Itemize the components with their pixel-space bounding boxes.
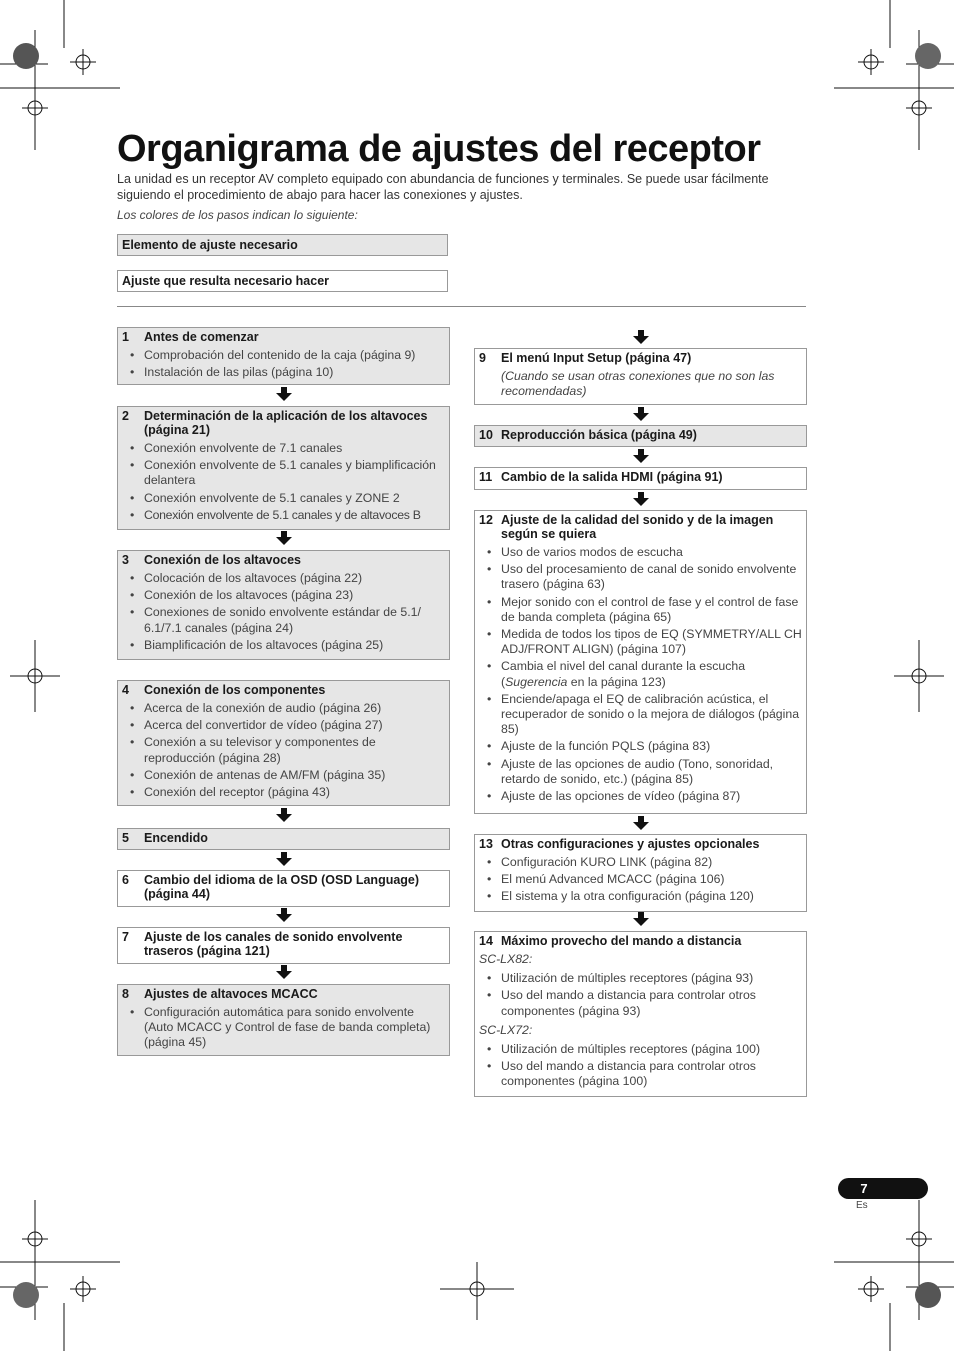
arrow-down-icon <box>633 912 649 926</box>
list-item: • Colocación de los altavoces (página 22) <box>144 571 445 586</box>
page-number: 7 <box>860 1181 868 1196</box>
step-title: Conexión de los altavoces <box>144 553 301 567</box>
step-11 <box>474 467 807 490</box>
step-number: 9 <box>479 351 486 365</box>
list-item: • Enciende/apaga el EQ de calibración acústica, el recuperador de sonido o la mejora de diálogos (página 85) <box>501 692 802 738</box>
list-item: • Instalación de las pilas (página 10) <box>144 365 445 380</box>
list-item: • El menú Advanced MCACC (página 106) <box>501 872 802 887</box>
arrow-down-icon <box>276 852 292 866</box>
list-item: • Configuración automática para sonido envolvente (Auto MCACC y Control de fase de banda completa) (página 45) <box>144 1005 445 1051</box>
step-1 <box>117 327 450 385</box>
arrow-down-icon <box>633 407 649 421</box>
arrow-down-icon <box>276 908 292 922</box>
step-6 <box>117 870 450 907</box>
step-3 <box>117 550 450 660</box>
list-item: • Ajuste de las opciones de audio (Tono, sonoridad, retardo de sonido, etc.) (página 85) <box>501 757 802 787</box>
list-item <box>501 659 802 689</box>
step-title: Ajustes de altavoces MCACC <box>144 987 318 1001</box>
list-item: • Conexiones de sonido envolvente estándar de 5.1/ 6.1/7.1 canales (página 24) <box>144 605 445 635</box>
list-item: • Uso de varios modos de escucha <box>501 545 802 560</box>
list-item: • Conexión envolvente de 5.1 canales y biamplificación delantera <box>144 458 445 488</box>
model-label: SC-LX82: <box>479 952 533 966</box>
list-item: • Utilización de múltiples receptores (página 100) <box>501 1042 802 1057</box>
intro-text: La unidad es un receptor AV completo equipado con abundancia de funciones y terminales. Se puede usar fácilmente siguiendo el procedimiento de abajo para hacer las conexiones y ajustes. <box>117 172 769 202</box>
step-number: 6 <box>122 873 129 887</box>
list-item: • El sistema y la otra configuración (página 120) <box>501 889 802 904</box>
step-number: 5 <box>122 831 129 845</box>
arrow-down-icon <box>276 387 292 401</box>
step-number: 7 <box>122 930 129 944</box>
list-item: • Conexión envolvente de 5.1 canales y ZONE 2 <box>144 491 445 506</box>
list-item-emphasis: Sugerencia <box>505 674 568 689</box>
list-item: • Uso del procesamiento de canal de sonido envolvente trasero (página 63) <box>501 562 802 592</box>
list-item: • Configuración KURO LINK (página 82) <box>501 855 802 870</box>
page-number-badge <box>838 1178 928 1199</box>
step-number: 8 <box>122 987 129 1001</box>
step-title: Conexión de los componentes <box>144 683 326 697</box>
step-13 <box>474 834 807 912</box>
list-item: • Ajuste de la función PQLS (página 83) <box>501 739 802 754</box>
step-12 <box>474 510 807 814</box>
step-title: Ajuste de los canales de sonido envolvente traseros (página 121) <box>144 930 403 958</box>
step-4 <box>117 680 450 806</box>
arrow-down-icon <box>633 492 649 506</box>
step-title: Ajuste de la calidad del sonido y de la imagen según se quiera <box>501 513 774 541</box>
legend-note: Los colores de los pasos indican lo siguiente: <box>117 208 358 222</box>
arrow-down-icon <box>276 965 292 979</box>
list-item: • Conexión a su televisor y componentes de reproducción (página 28) <box>144 735 445 765</box>
step-title: Otras configuraciones y ajustes opcionales <box>501 837 760 851</box>
step-number: 14 <box>479 934 493 948</box>
step-10 <box>474 425 807 447</box>
arrow-down-icon <box>276 808 292 822</box>
step-number: 11 <box>479 470 493 484</box>
step-title: El menú Input Setup (página 47) <box>501 351 692 365</box>
arrow-down-icon <box>633 816 649 830</box>
step-number: 3 <box>122 553 129 567</box>
step-number: 12 <box>479 513 493 527</box>
step-title: Reproducción básica (página 49) <box>501 428 697 442</box>
list-item: • Conexión de los altavoces (página 23) <box>144 588 445 603</box>
step-9 <box>474 348 807 405</box>
step-14 <box>474 931 807 1097</box>
step-number: 2 <box>122 409 129 423</box>
step-2 <box>117 406 450 530</box>
step-title: Determinación de la aplicación de los altavoces (página 21) <box>144 409 428 437</box>
list-item: • Biamplificación de los altavoces (página 25) <box>144 638 445 653</box>
list-item: • Conexión envolvente de 5.1 canales y de altavoces B <box>144 508 445 523</box>
list-item: • Conexión envolvente de 7.1 canales <box>144 441 445 456</box>
step-title: Cambio de la salida HDMI (página 91) <box>501 470 723 484</box>
arrow-down-icon <box>276 531 292 545</box>
list-item: • Uso del mando a distancia para controlar otros componentes (página 93) <box>501 988 802 1018</box>
step-note: (Cuando se usan otras conexiones que no son las recomendadas) <box>501 369 775 399</box>
divider <box>117 306 806 307</box>
list-item: • Conexión del receptor (página 43) <box>144 785 445 800</box>
step-title: Cambio del idioma de la OSD (OSD Language) (página 44) <box>144 873 420 901</box>
arrow-down-icon <box>633 449 649 463</box>
language-code: Es <box>856 1200 868 1211</box>
list-item: • Acerca de la conexión de audio (página 26) <box>144 701 445 716</box>
page-title: Organigrama de ajustes del receptor <box>117 128 761 170</box>
legend-as-needed: Ajuste que resulta necesario hacer <box>117 270 448 292</box>
list-item: • Utilización de múltiples receptores (página 93) <box>501 971 802 986</box>
list-item: • Ajuste de las opciones de vídeo (página 87) <box>501 789 802 804</box>
list-item-text: Cambia el nivel del canal durante la escucha ( <box>501 659 746 689</box>
step-7 <box>117 927 450 964</box>
step-title: Encendido <box>144 831 208 845</box>
step-number: 13 <box>479 837 493 851</box>
model-label: SC-LX72: <box>479 1022 533 1037</box>
step-title: Máximo provecho del mando a distancia <box>501 934 742 948</box>
step-number: 4 <box>122 683 129 697</box>
legend-required: Elemento de ajuste necesario <box>117 234 448 256</box>
list-item: • Conexión de antenas de AM/FM (página 35) <box>144 768 445 783</box>
step-5 <box>117 828 450 850</box>
list-item: • Comprobación del contenido de la caja (página 9) <box>144 348 445 363</box>
list-item: • Medida de todos los tipos de EQ (SYMMETRY/ALL CH ADJ/FRONT ALIGN) (página 107) <box>501 627 802 657</box>
list-item: • Mejor sonido con el control de fase y el control de fase de banda completa (página 65) <box>501 595 802 625</box>
list-item: • Acerca del convertidor de vídeo (página 27) <box>144 718 445 733</box>
step-number: 10 <box>479 428 493 442</box>
step-number: 1 <box>122 330 129 344</box>
list-item-text: en la página 123) <box>567 674 666 689</box>
step-title: Antes de comenzar <box>144 330 259 344</box>
list-item: • Uso del mando a distancia para controlar otros componentes (página 100) <box>501 1059 802 1089</box>
step-8 <box>117 984 450 1056</box>
arrow-down-icon <box>633 330 649 344</box>
